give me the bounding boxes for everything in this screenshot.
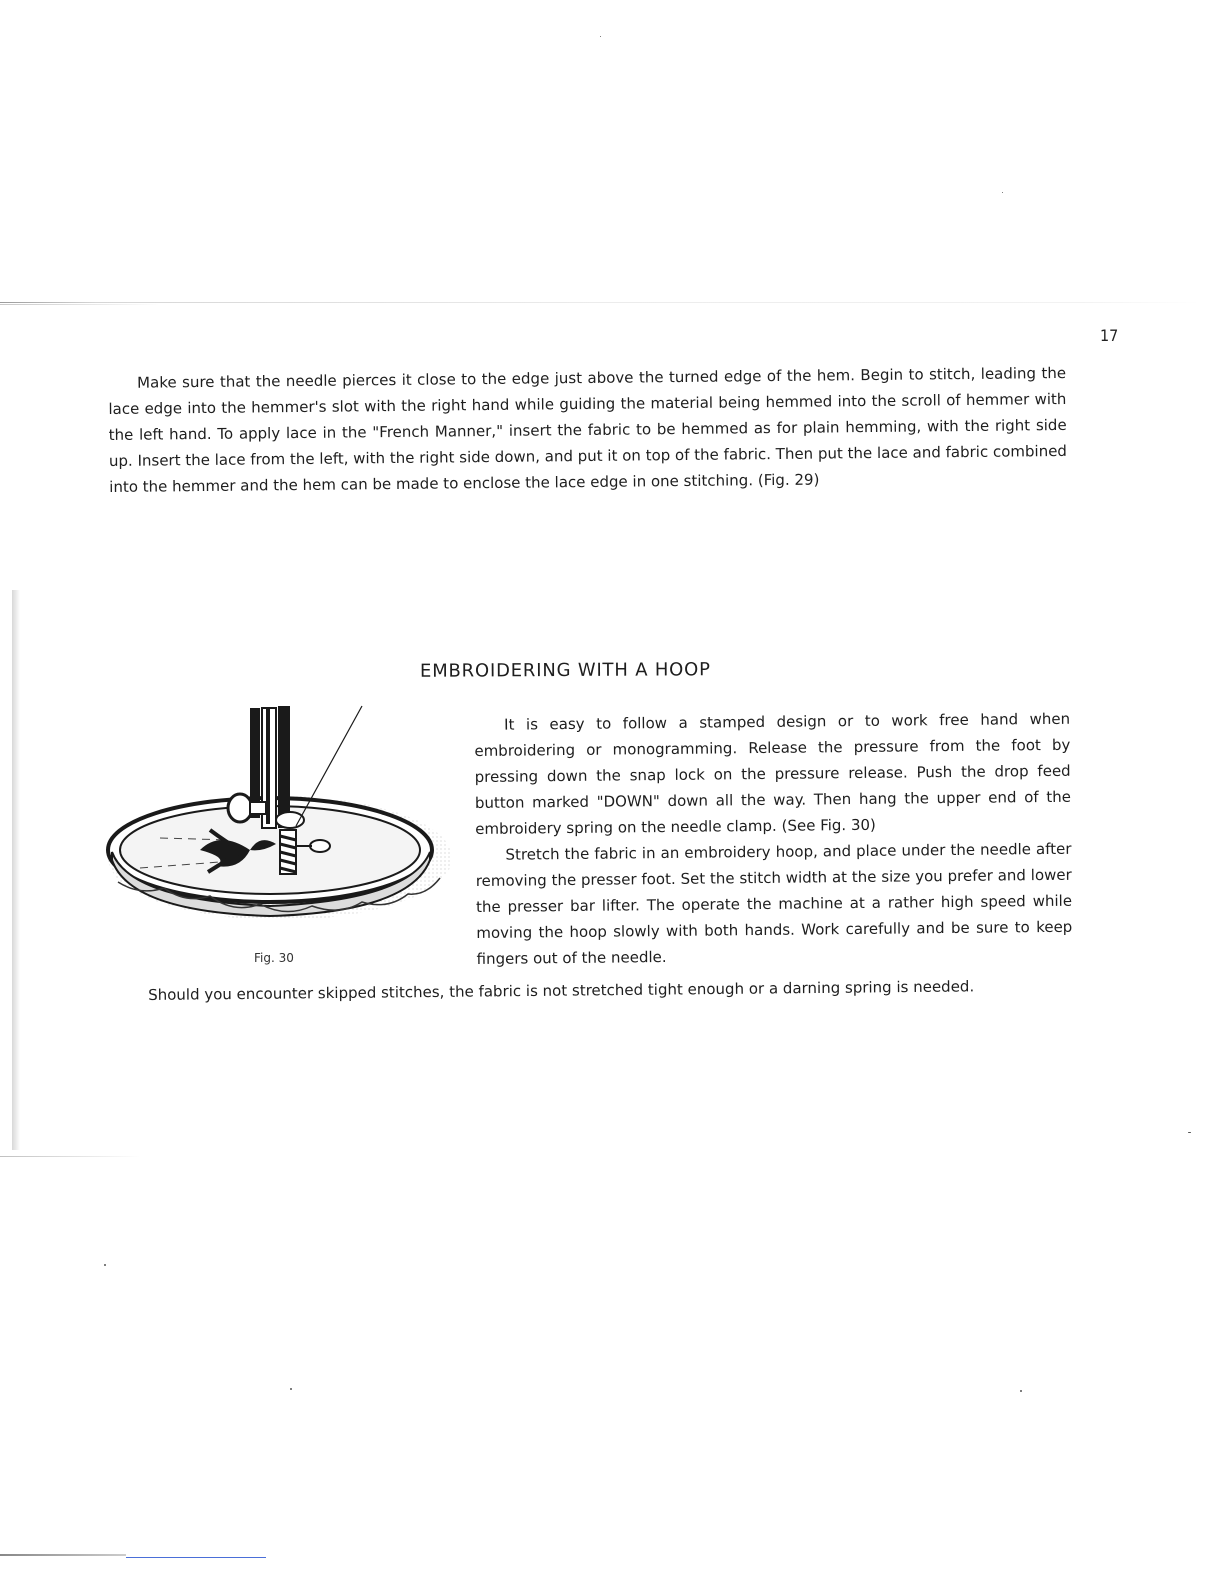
- speck: [104, 1264, 106, 1266]
- page-number: 17: [1100, 326, 1119, 345]
- figure-caption: Fig. 30: [254, 951, 294, 965]
- speck: [1020, 1390, 1022, 1392]
- figure-30-illustration: [100, 700, 460, 940]
- scan-rule-top-faint: [0, 304, 160, 305]
- intro-paragraph-block: [108, 360, 1067, 500]
- embroidery-hoop-drawing: [100, 700, 460, 940]
- scan-bottom-smudge: [0, 1554, 126, 1556]
- section-closing-line: Should you encounter skipped stitches, the fabric is not stretched tight enough or a darning spring is needed.: [148, 977, 975, 1004]
- section-body: [474, 706, 1073, 972]
- section-paragraph-2: Stretch the fabric in an embroidery hoop, and place under the needle after removing the presser foot. Set the stitch width at the size you prefer and lower the presser bar lifter. The operate the machine at a rather high speed while moving the hoop slowly with both hands. Work carefully and be sure to keep fingers out of the needle.: [475, 839, 1073, 968]
- intro-paragraph: Make sure that the needle pierces it close to the edge just above the turned edge of the hem. Begin to stitch, leading the lace edge into the hemmer's slot with the right hand while guiding the material being hemmed into the scroll of hemmer with the left hand. To apply lace in the "French Manner," insert the fabric to be hemmed as for plain hemming, with the right side up. Insert the lace from the left, with the right side down, and put it on top of the fabric. Then put the lace and fabric combined into the hemmer and the hem can be made to enclose the lace edge in one stitching. (Fig. 29): [108, 363, 1067, 496]
- section-heading: EMBROIDERING WITH A HOOP: [419, 659, 711, 682]
- speck: [1002, 192, 1003, 193]
- scan-rule-bottom-left: [0, 1156, 140, 1157]
- speck: [290, 1388, 292, 1390]
- section-paragraph-1: It is easy to follow a stamped design or to work free hand when embroidering or monogramming. Release the pressure from the foot by pressing down the snap lock on the pressure release. Push the drop feed button marked "DOWN" down all the way. Then hang the upper end of the embroidery spring on the needle clamp. (See Fig. 30): [474, 709, 1072, 838]
- scan-rule-top: [0, 302, 1200, 303]
- scan-bottom-rule: [126, 1557, 266, 1558]
- speck: [1188, 1132, 1191, 1133]
- speck: [600, 36, 601, 37]
- scan-left-shadow: [12, 590, 20, 1150]
